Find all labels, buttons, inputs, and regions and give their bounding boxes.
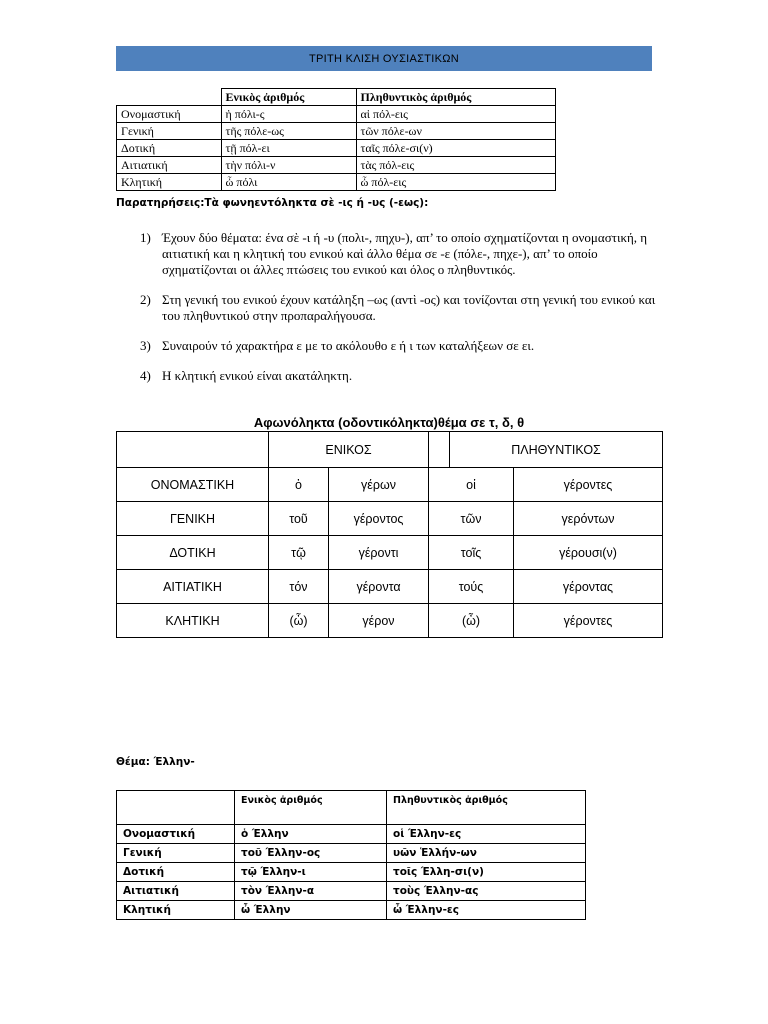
plural-form: τοὺς Έλλην-ας <box>387 882 586 901</box>
article-plural: (ὦ) <box>429 604 514 638</box>
table-row <box>117 901 586 920</box>
article-singular: (ὦ) <box>269 604 329 638</box>
stem-label: Θέμα: Έλλην- <box>116 756 195 768</box>
table-row <box>117 604 663 638</box>
article-plural: τοῖς <box>429 536 514 570</box>
list-number: 2) <box>140 292 151 307</box>
plural-form: ταῖς πόλε-σι(ν) <box>356 140 555 157</box>
article-singular: τόν <box>269 570 329 604</box>
singular-form: ἡ πόλι-ς <box>221 106 356 123</box>
observations-heading: Παρατηρήσεις:Τὰ φωνηεντόληκτα σὲ -ις ή -υς (-εως): <box>116 197 429 209</box>
singular-form: τῇ πόλ-ει <box>221 140 356 157</box>
case-label: Κλητική <box>117 901 235 920</box>
singular-form: γέρων <box>329 468 429 502</box>
plural-form: τῶν πόλε-ων <box>356 123 555 140</box>
table-row <box>117 825 586 844</box>
article-plural: τῶν <box>429 502 514 536</box>
case-label: Δοτική <box>117 140 222 157</box>
declension-table-ellin <box>116 790 586 920</box>
singular-form: ὦ Έλλην <box>235 901 387 920</box>
plural-form: ὦ πόλ-εις <box>356 174 555 191</box>
case-label: ΑΙΤΙΑΤΙΚΗ <box>117 570 269 604</box>
plural-form: αἱ πόλ-εις <box>356 106 555 123</box>
singular-form: γέροντα <box>329 570 429 604</box>
plural-form: τοῖς Έλλη-σι(ν) <box>387 863 586 882</box>
table-header-plural: Πληθυντικὸς ἀριθμός <box>387 791 586 825</box>
table-row <box>117 536 663 570</box>
singular-form: τὸν Έλλην-α <box>235 882 387 901</box>
singular-form: τῷ Έλλην-ι <box>235 863 387 882</box>
singular-form: ὦ πόλι <box>221 174 356 191</box>
observations-list <box>140 230 660 398</box>
table-header-blank <box>117 432 269 468</box>
list-item <box>140 368 660 384</box>
table-row <box>117 844 586 863</box>
plural-form: υῶν Ἑλλήν-ων <box>387 844 586 863</box>
plural-form: οἱ Έλλην-ες <box>387 825 586 844</box>
case-label: ΚΛΗΤΙΚΗ <box>117 604 269 638</box>
table-header-row <box>117 791 586 825</box>
table-row <box>117 174 556 191</box>
list-item <box>140 292 660 324</box>
article-singular: τῷ <box>269 536 329 570</box>
case-label: Γενική <box>117 123 222 140</box>
plural-form: τὰς πόλ-εις <box>356 157 555 174</box>
declension-table-poli <box>116 88 556 191</box>
table-header-singular: Ενικὸς ἀριθμός <box>235 791 387 825</box>
case-label: Γενική <box>117 844 235 863</box>
list-text: Έχουν δύο θέματα: ένα σὲ -ι ή -υ (πολι-, πηχυ-), απ’ το οποίο σχηματίζονται η ονομαστική, η αιτιατική και η κλητική του ενικού καὶ άλλο θέμα σε -ε (πόλε-, πηχε-), απ’ το οποίο σχηματίζονται οι άλλες πτώσεις του ενικού και όλος ο πληθυντικός. <box>162 230 648 277</box>
list-item <box>140 338 660 354</box>
table-header-singular: ΕΝΙΚΟΣ <box>269 432 429 468</box>
plural-form: γέρουσι(ν) <box>514 536 663 570</box>
list-item <box>140 230 660 278</box>
table-spacer-cell <box>429 432 450 468</box>
plural-form: ὦ Έλλην-ες <box>387 901 586 920</box>
case-label: Αιτιατική <box>117 882 235 901</box>
article-singular: ὁ <box>269 468 329 502</box>
table-header-blank <box>117 791 235 825</box>
table-row <box>117 502 663 536</box>
singular-form: γέροντος <box>329 502 429 536</box>
list-text: Συναιρούν τό χαρακτήρα ε με το ακόλουθο ε ή ι των καταλήξεων σε ει. <box>162 338 535 353</box>
case-label: Ονομαστική <box>117 106 222 123</box>
table-header-plural: ΠΛΗΘΥΝΤΙΚΟΣ <box>450 432 663 468</box>
plural-form: γέροντες <box>514 468 663 502</box>
plural-form: γερόντων <box>514 502 663 536</box>
list-number: 4) <box>140 368 151 383</box>
singular-form: τὴν πόλι-ν <box>221 157 356 174</box>
table-row <box>117 468 663 502</box>
table-row <box>117 570 663 604</box>
table-row <box>117 863 586 882</box>
plural-form: γέροντες <box>514 604 663 638</box>
case-label: ΓΕΝΙΚΗ <box>117 502 269 536</box>
table-row <box>117 157 556 174</box>
table-header-plural: Πληθυντικὸς ἀριθμός <box>356 89 555 106</box>
singular-form: ὁ Έλλην <box>235 825 387 844</box>
singular-form: γέρον <box>329 604 429 638</box>
article-plural: τούς <box>429 570 514 604</box>
table-row <box>117 140 556 157</box>
table-header-row <box>117 432 663 468</box>
case-label: Αιτιατική <box>117 157 222 174</box>
article-plural: οἱ <box>429 468 514 502</box>
table-header-singular: Ενικὸς ἀριθμός <box>221 89 356 106</box>
case-label: ΟΝΟΜΑΣΤΙΚΗ <box>117 468 269 502</box>
case-label: Κλητική <box>117 174 222 191</box>
singular-form: τοῦ Έλλην-ος <box>235 844 387 863</box>
case-label: Ονομαστική <box>117 825 235 844</box>
declension-table-geron <box>116 431 663 638</box>
table-row <box>117 106 556 123</box>
article-singular: τοῦ <box>269 502 329 536</box>
list-number: 3) <box>140 338 151 353</box>
table-row <box>117 882 586 901</box>
singular-form: τῆς πόλε-ως <box>221 123 356 140</box>
list-number: 1) <box>140 230 151 245</box>
case-label: Δοτική <box>117 863 235 882</box>
table-row <box>117 123 556 140</box>
case-label: ΔΟΤΙΚΗ <box>117 536 269 570</box>
list-text: Η κλητική ενικού είναι ακατάληκτη. <box>162 368 353 383</box>
singular-form: γέροντι <box>329 536 429 570</box>
section-title-dental-stems: Αφωνόληκτα (οδοντικόληκτα)θέμα σε τ, δ, θ <box>253 415 525 430</box>
list-text: Στη γενική του ενικού έχουν κατάληξη –ως (αντὶ -ος) και τονίζονται στη γενική του ενικού και του πληθυντικού στην προπαραλήγουσα. <box>162 292 656 323</box>
page-title: ΤΡΙΤΗ ΚΛΙΣΗ ΟΥΣΙΑΣΤΙΚΩΝ <box>116 46 652 71</box>
table-header-blank <box>117 89 222 106</box>
plural-form: γέροντας <box>514 570 663 604</box>
